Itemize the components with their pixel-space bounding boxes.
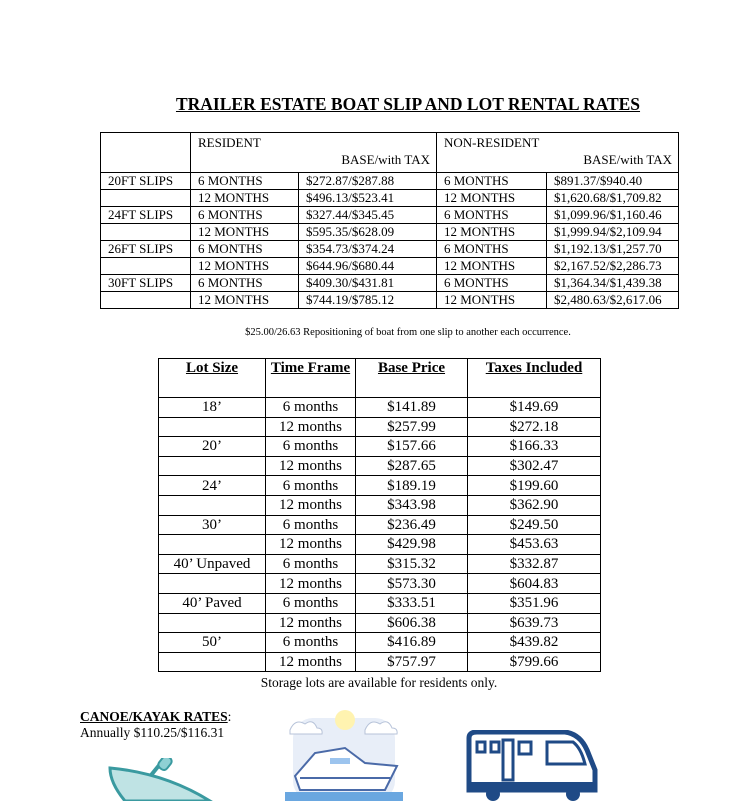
cell-taxes-included: $272.18	[468, 417, 601, 437]
cell-r-price: $744.19/$785.12	[299, 292, 437, 309]
cell-size: 20FT SLIPS	[101, 173, 191, 190]
cell-base-price: $315.32	[356, 554, 468, 574]
table-row	[159, 535, 601, 555]
table-row	[101, 207, 679, 224]
table-row	[159, 652, 601, 672]
cell-base-price: $189.19	[356, 476, 468, 496]
cell-r-term: 6 MONTHS	[191, 207, 299, 224]
cell-time-frame: 6 months	[266, 515, 356, 535]
cell-n-price: $1,620.68/$1,709.82	[547, 190, 679, 207]
cell-n-term: 6 MONTHS	[437, 173, 547, 190]
table-row	[101, 241, 679, 258]
table-header-row	[159, 359, 601, 398]
cell-lot-size: 18’	[159, 398, 266, 418]
cell-n-term: 6 MONTHS	[437, 275, 547, 292]
table-row	[101, 258, 679, 275]
table-row	[101, 292, 679, 309]
cell-n-price: $1,364.34/$1,439.38	[547, 275, 679, 292]
table-row	[159, 417, 601, 437]
nonresident-label: NON-RESIDENT	[444, 135, 540, 150]
cell-r-price: $327.44/$345.45	[299, 207, 437, 224]
cell-taxes-included: $439.82	[468, 633, 601, 653]
cell-time-frame: 12 months	[266, 574, 356, 594]
cell-r-price: $496.13/$523.41	[299, 190, 437, 207]
boat-slip-rates-table	[100, 132, 679, 309]
cell-base-price: $416.89	[356, 633, 468, 653]
cell-r-term: 12 MONTHS	[191, 224, 299, 241]
cell-n-term: 12 MONTHS	[437, 258, 547, 275]
cell-lot-size: 30’	[159, 515, 266, 535]
cell-time-frame: 12 months	[266, 613, 356, 633]
cell-lot-size: 20’	[159, 437, 266, 457]
header-time-frame: Time Frame	[266, 359, 356, 398]
table-row	[101, 190, 679, 207]
table-row	[159, 574, 601, 594]
cell-lot-size	[159, 495, 266, 515]
yacht-icon	[285, 708, 403, 801]
cell-n-term: 12 MONTHS	[437, 224, 547, 241]
canoe-rate: Annually $110.25/$116.31	[80, 725, 225, 740]
cell-lot-size: 24’	[159, 476, 266, 496]
cell-taxes-included: $351.96	[468, 593, 601, 613]
header-taxes-included: Taxes Included	[468, 359, 601, 398]
cell-time-frame: 12 months	[266, 417, 356, 437]
cell-base-price: $257.99	[356, 417, 468, 437]
cell-n-price: $1,099.96/$1,160.46	[547, 207, 679, 224]
cell-r-term: 6 MONTHS	[191, 275, 299, 292]
lot-rates-table	[158, 358, 601, 672]
cell-n-term: 12 MONTHS	[437, 190, 547, 207]
table-row	[159, 593, 601, 613]
cell-n-price: $891.37/$940.40	[547, 173, 679, 190]
cell-time-frame: 6 months	[266, 554, 356, 574]
cell-size	[101, 224, 191, 241]
cell-n-price: $2,480.63/$2,617.06	[547, 292, 679, 309]
table-row	[101, 275, 679, 292]
cell-r-price: $354.73/$374.24	[299, 241, 437, 258]
header-blank	[101, 133, 191, 173]
cell-taxes-included: $639.73	[468, 613, 601, 633]
kayak-icon	[105, 758, 215, 801]
cell-taxes-included: $453.63	[468, 535, 601, 555]
page-title: TRAILER ESTATE BOAT SLIP AND LOT RENTAL RATES	[175, 94, 641, 114]
cell-size: 30FT SLIPS	[101, 275, 191, 292]
cell-r-term: 12 MONTHS	[191, 292, 299, 309]
cell-base-price: $343.98	[356, 495, 468, 515]
cell-r-term: 6 MONTHS	[191, 241, 299, 258]
cell-lot-size	[159, 456, 266, 476]
cell-r-term: 12 MONTHS	[191, 258, 299, 275]
table-row	[159, 398, 601, 418]
base-tax-label: BASE/with TAX	[341, 152, 430, 167]
cell-base-price: $429.98	[356, 535, 468, 555]
cell-time-frame: 6 months	[266, 398, 356, 418]
cell-lot-size: 50’	[159, 633, 266, 653]
table-row	[101, 224, 679, 241]
cell-size	[101, 190, 191, 207]
cell-taxes-included: $302.47	[468, 456, 601, 476]
cell-time-frame: 12 months	[266, 652, 356, 672]
table-row	[159, 613, 601, 633]
reposition-note: $25.00/26.63 Repositioning of boat from one slip to another each occurrence.	[245, 327, 571, 338]
cell-r-price: $644.96/$680.44	[299, 258, 437, 275]
table-row	[159, 554, 601, 574]
table-row	[101, 173, 679, 190]
table-row	[159, 633, 601, 653]
table-row	[159, 456, 601, 476]
rv-icon	[465, 730, 601, 801]
cell-base-price: $157.66	[356, 437, 468, 457]
cell-lot-size: 40’ Unpaved	[159, 554, 266, 574]
cell-taxes-included: $149.69	[468, 398, 601, 418]
cell-base-price: $573.30	[356, 574, 468, 594]
cell-base-price: $287.65	[356, 456, 468, 476]
cell-taxes-included: $362.90	[468, 495, 601, 515]
canoe-kayak-section: CANOE/KAYAK RATES: Annually $110.25/$116.31	[80, 709, 232, 740]
cell-n-term: 6 MONTHS	[437, 241, 547, 258]
cell-n-term: 12 MONTHS	[437, 292, 547, 309]
base-tax-label: BASE/with TAX	[583, 152, 673, 167]
canoe-heading: CANOE/KAYAK RATES	[80, 709, 228, 724]
cell-size	[101, 292, 191, 309]
cell-lot-size	[159, 652, 266, 672]
cell-taxes-included: $604.83	[468, 574, 601, 594]
cell-n-price: $1,192.13/$1,257.70	[547, 241, 679, 258]
table-row	[159, 515, 601, 535]
cell-lot-size	[159, 535, 266, 555]
cell-lot-size	[159, 574, 266, 594]
cell-size	[101, 258, 191, 275]
cell-time-frame: 12 months	[266, 535, 356, 555]
header-base-price: Base Price	[356, 359, 468, 398]
cell-time-frame: 12 months	[266, 495, 356, 515]
cell-taxes-included: $199.60	[468, 476, 601, 496]
cell-base-price: $333.51	[356, 593, 468, 613]
cell-lot-size: 40’ Paved	[159, 593, 266, 613]
cell-time-frame: 12 months	[266, 456, 356, 476]
header-resident	[191, 133, 437, 173]
cell-time-frame: 6 months	[266, 437, 356, 457]
lot-note: Storage lots are available for residents only.	[260, 675, 498, 690]
cell-r-term: 12 MONTHS	[191, 190, 299, 207]
header-lot-size: Lot Size	[159, 359, 266, 398]
cell-size: 26FT SLIPS	[101, 241, 191, 258]
header-nonresident	[437, 133, 679, 173]
cell-lot-size	[159, 613, 266, 633]
cell-r-price: $272.87/$287.88	[299, 173, 437, 190]
cell-n-price: $1,999.94/$2,109.94	[547, 224, 679, 241]
cell-r-term: 6 MONTHS	[191, 173, 299, 190]
cell-base-price: $141.89	[356, 398, 468, 418]
cell-r-price: $409.30/$431.81	[299, 275, 437, 292]
table-row	[159, 495, 601, 515]
resident-label: RESIDENT	[198, 135, 261, 150]
table-row	[159, 437, 601, 457]
table-header-row	[101, 133, 679, 173]
cell-base-price: $757.97	[356, 652, 468, 672]
cell-base-price: $236.49	[356, 515, 468, 535]
cell-n-term: 6 MONTHS	[437, 207, 547, 224]
cell-lot-size	[159, 417, 266, 437]
table-row	[159, 476, 601, 496]
cell-taxes-included: $166.33	[468, 437, 601, 457]
cell-taxes-included: $799.66	[468, 652, 601, 672]
cell-size: 24FT SLIPS	[101, 207, 191, 224]
cell-time-frame: 6 months	[266, 593, 356, 613]
cell-time-frame: 6 months	[266, 633, 356, 653]
cell-taxes-included: $249.50	[468, 515, 601, 535]
cell-base-price: $606.38	[356, 613, 468, 633]
cell-time-frame: 6 months	[266, 476, 356, 496]
cell-r-price: $595.35/$628.09	[299, 224, 437, 241]
cell-taxes-included: $332.87	[468, 554, 601, 574]
cell-n-price: $2,167.52/$2,286.73	[547, 258, 679, 275]
